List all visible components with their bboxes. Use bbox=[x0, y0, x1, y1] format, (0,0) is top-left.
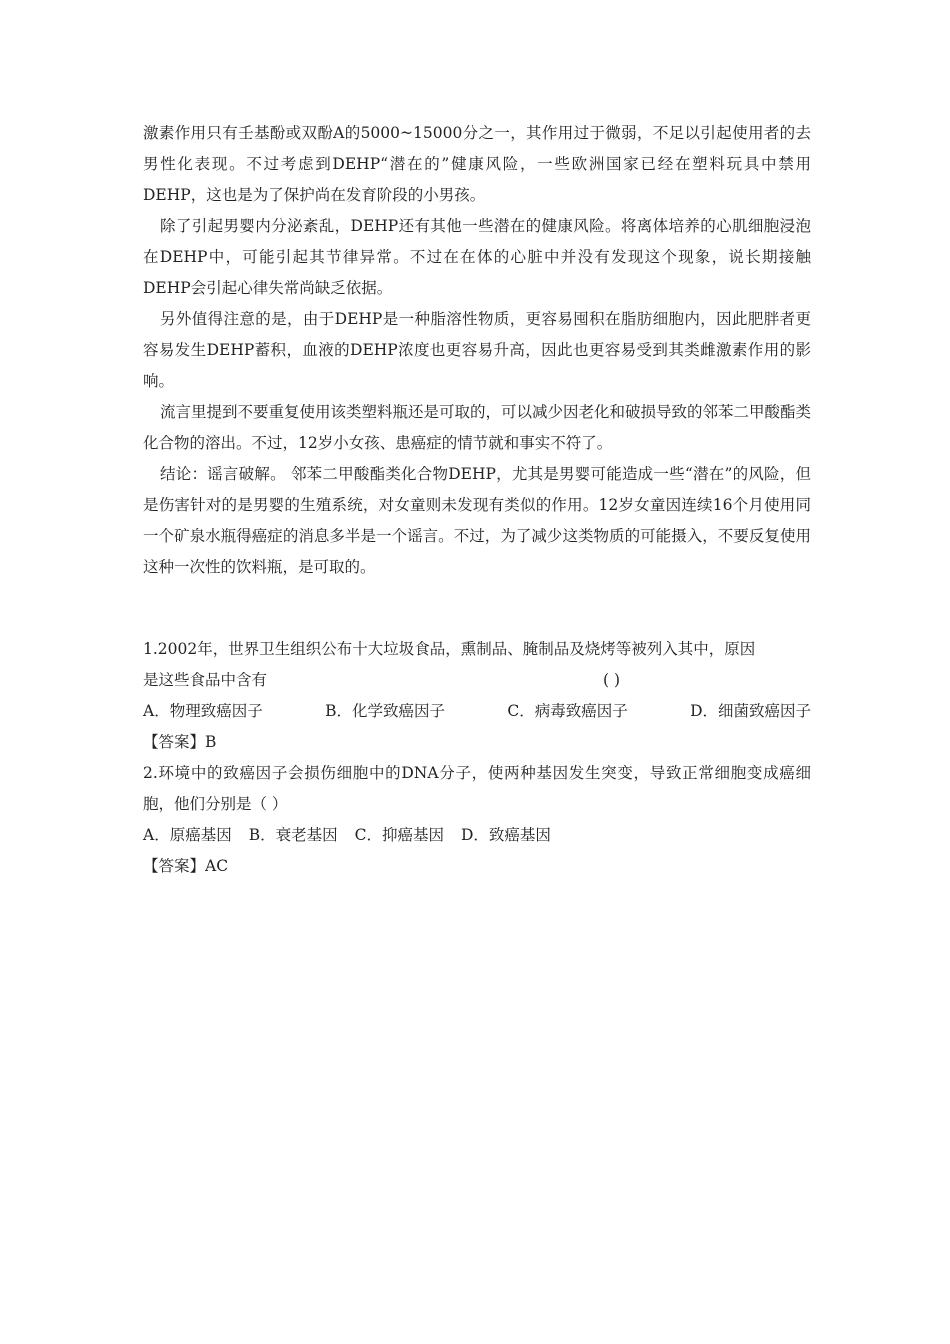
answer-blank bbox=[267, 665, 603, 696]
paragraph-4: 流言里提到不要重复使用该类塑料瓶还是可取的，可以减少因老化和破损导致的邻苯二甲酸酯类化合物的溶出。不过，12岁小女孩、患癌症的情节就和事实不符了。 bbox=[143, 403, 812, 452]
question-2 bbox=[143, 758, 811, 882]
option-c: C．抑癌基因 bbox=[354, 826, 444, 844]
question-2-stem: 2.环境中的致癌因子会损伤细胞中的DNA分子，使两种基因发生突变，导致正常细胞变成癌细胞，他们分别是（ ） bbox=[143, 764, 811, 813]
paragraph-1: 激素作用只有壬基酚或双酚A的5000~15000分之一，其作用过于微弱，不足以引起使用者的去男性化表现。不过考虑到DEHP“潜在的”健康风险，一些欧洲国家已经在塑料玩具中禁用DEHP，这也是为了保护尚在发育阶段的小男孩。 bbox=[143, 124, 811, 204]
paragraph-3: 另外值得注意的是，由于DEHP是一种脂溶性物质，更容易囤积在脂肪细胞内，因此肥胖者更容易发生DEHP蓄积，血液的DEHP浓度也更容易升高，因此也更容易受到其类雌激素作用的影响。 bbox=[143, 310, 811, 390]
option-a: A．原癌基因 bbox=[143, 826, 232, 844]
question-1-answer: 【答案】B bbox=[143, 733, 217, 751]
question-1-options bbox=[143, 696, 811, 727]
option-d: D．致癌基因 bbox=[460, 826, 551, 844]
option-d: D．细菌致癌因子 bbox=[690, 702, 811, 720]
paragraph-5: 结论：谣言破解。 邻苯二甲酸酯类化合物DEHP，尤其是男婴可能造成一些“潜在”的风险，但是伤害针对的是男婴的生殖系统，对女童则未发现有类似的作用。12岁女童因连续16个月使用同一个矿泉水瓶得癌症的消息多半是一个谣言。不过，为了减少这类物质的可能摄入，不要反复使用这种一次性的饮料瓶，是可取的。 bbox=[143, 465, 811, 576]
question-2-answer: 【答案】AC bbox=[143, 857, 229, 875]
paragraph-2: 除了引起男婴内分泌紊乱，DEHP还有其他一些潜在的健康风险。将离体培养的心肌细胞浸泡在DEHP中，可能引起其节律异常。不过在在体的心脏中并没有发现这个现象，说长期接触DEHP会引起心律失常尚缺乏依据。 bbox=[143, 217, 811, 297]
option-a: A．物理致癌因子 bbox=[143, 702, 263, 720]
section-gap bbox=[143, 583, 811, 634]
question-1-stem-2: 是这些食品中含有 bbox=[143, 671, 268, 689]
question-1 bbox=[143, 634, 811, 758]
option-b: B．衰老基因 bbox=[248, 826, 338, 844]
option-b: B．化学致癌因子 bbox=[325, 702, 445, 720]
document-page bbox=[143, 118, 811, 882]
option-c: C．病毒致癌因子 bbox=[507, 702, 628, 720]
question-1-paren: ( ) bbox=[603, 671, 621, 689]
question-1-stem-line-2 bbox=[143, 665, 811, 696]
question-2-options bbox=[143, 820, 811, 851]
question-1-stem: 1.2002年，世界卫生组织公布十大垃圾食品，熏制品、腌制品及烧烤等被列入其中，原因 bbox=[143, 640, 756, 658]
